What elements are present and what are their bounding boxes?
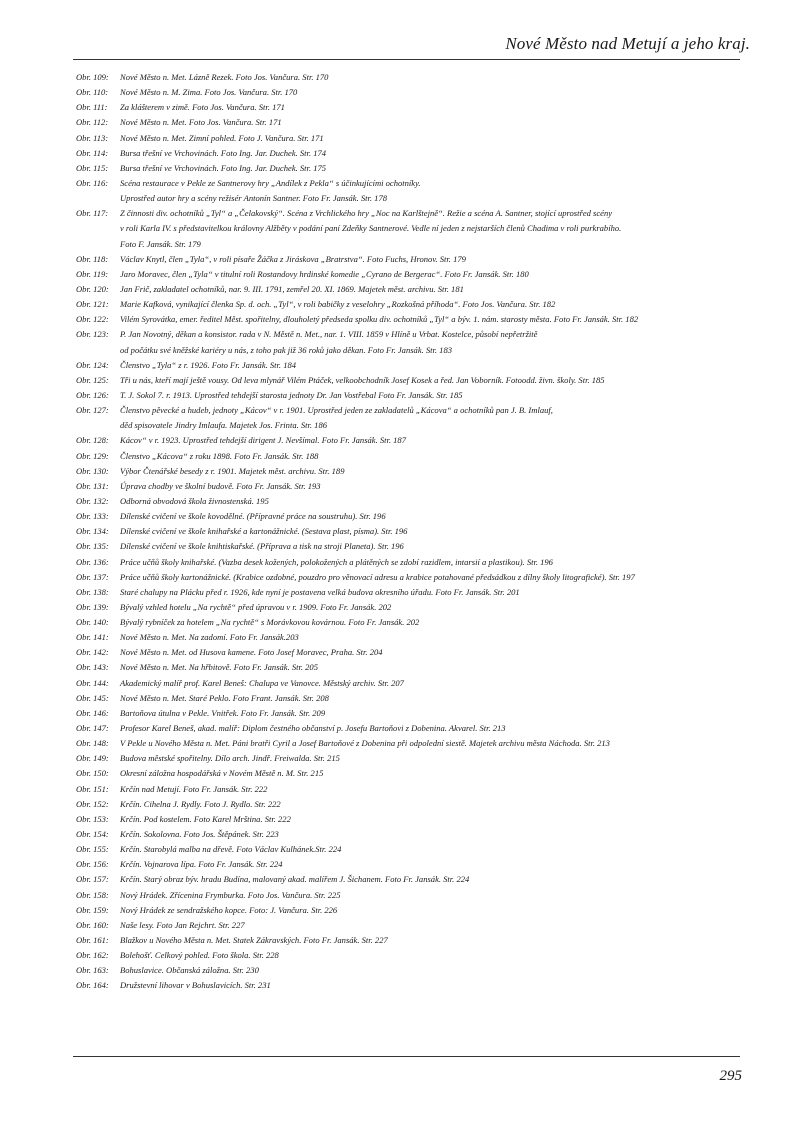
figure-number: Obr. 145:: [76, 692, 109, 703]
caption-list: [76, 70, 756, 994]
figure-number: Obr. 116:: [76, 177, 109, 188]
caption-line: Nové Město n. Met. Na hřbitově. Foto Fr. Jansák. Str. 205: [120, 662, 318, 673]
caption-entry: [76, 782, 756, 797]
figure-number: Obr. 127:: [76, 405, 109, 416]
figure-number: Obr. 146:: [76, 707, 109, 718]
caption-line: Bohuslavice. Občanská záložna. Str. 230: [120, 965, 259, 976]
caption-entry: [76, 691, 756, 706]
caption-text: [120, 327, 756, 357]
figure-number: Obr. 149:: [76, 753, 109, 764]
figure-number: Obr. 148:: [76, 738, 109, 749]
caption-line: Krčín. Starý obraz býv. hradu Budína, malovaný akad. malířem J. Šichanem. Foto Fr. Jansák. Str. 224: [120, 874, 470, 885]
caption-text: [120, 782, 756, 797]
caption-text: [120, 918, 756, 933]
caption-line: Bývalý vzhled hotelu „Na rychtě“ před úpravou v r. 1909. Foto Fr. Jansák. 202: [120, 601, 392, 612]
caption-line: Budova městské spořitelny. Dílo arch. Jindř. Freiwalda. Str. 215: [120, 753, 340, 764]
caption-text: [120, 282, 756, 297]
caption-text: [120, 464, 756, 479]
caption-text: [120, 555, 756, 570]
figure-number: Obr. 124:: [76, 359, 109, 370]
caption-line: Úprava chodby ve školní budově. Foto Fr. Jansák. Str. 193: [120, 480, 321, 491]
caption-entry: [76, 373, 756, 388]
figure-number: Obr. 112:: [76, 117, 109, 128]
caption-text: [120, 252, 756, 267]
caption-text: [120, 539, 756, 554]
figure-number: Obr. 164:: [76, 980, 109, 991]
figure-number: Obr. 152:: [76, 798, 109, 809]
figure-number: Obr. 157:: [76, 874, 109, 885]
caption-text: [120, 509, 756, 524]
caption-line: Akademický malíř prof. Karel Beneš: Chalupa ve Vanovce. Městský archiv. Str. 207: [120, 677, 404, 688]
caption-entry: [76, 630, 756, 645]
caption-text: [120, 721, 756, 736]
caption-text: [120, 888, 756, 903]
caption-entry: [76, 161, 756, 176]
figure-number: Obr. 113:: [76, 132, 109, 143]
figure-number: Obr. 140:: [76, 617, 109, 628]
caption-entry: [76, 297, 756, 312]
caption-line: Dílenské cvičení ve škole knihtiskařské. (Příprava a tisk na stroji Planeta). Str. 196: [120, 541, 404, 552]
caption-line: Bursa třešní ve Vrchovinách. Foto Ing. Jar. Duchek. Str. 174: [120, 147, 327, 158]
figure-number: Obr. 160:: [76, 919, 109, 930]
caption-entry: [76, 282, 756, 297]
caption-entry: [76, 176, 756, 206]
caption-line: Bartoňova útulna v Pekle. Vnitřek. Foto Fr. Jansák. Str. 209: [120, 707, 326, 718]
caption-entry: [76, 70, 756, 85]
figure-number: Obr. 111:: [76, 102, 108, 113]
figure-number: Obr. 131:: [76, 480, 109, 491]
figure-number: Obr. 123:: [76, 329, 109, 340]
caption-line: Marie Kafková, vynikající členka Sp. d. och. „Tyl“, v roli babičky z veselohry „Rozkošná příhoda“. Foto Jos. Vančura. Str. 182: [120, 299, 556, 310]
figure-number: Obr. 109:: [76, 72, 109, 82]
caption-entry: [76, 131, 756, 146]
caption-line: Nové Město n. Met. Zimní pohled. Foto J. Vančura. Str. 171: [120, 132, 324, 143]
caption-line: Dílenské cvičení ve škole kovodělné. (Přípravné práce na soustruhu). Str. 196: [120, 511, 386, 522]
figure-number: Obr. 132:: [76, 495, 109, 506]
caption-entry: [76, 539, 756, 554]
caption-line: Nové Město n. Met. Foto Jos. Vančura. Str. 171: [120, 117, 282, 128]
caption-line: Krčín. Cihelna J. Rydly. Foto J. Rydlo. Str. 222: [120, 798, 281, 809]
caption-entry: [76, 494, 756, 509]
caption-entry: [76, 433, 756, 448]
caption-line: Nové Město n. Met. Na zadomí. Foto Fr. Jansák.203: [120, 632, 299, 643]
caption-entry: [76, 933, 756, 948]
figure-number: Obr. 137:: [76, 571, 109, 582]
caption-text: [120, 827, 756, 842]
caption-line: Staré chalupy na Plácku před r. 1926, kde nyní je postavena velká budova okresního úřadu. Foto Fr. Jansák. Str. 201: [120, 586, 520, 597]
figure-number: Obr. 156:: [76, 859, 109, 870]
caption-text: [120, 585, 756, 600]
caption-line: Jaro Moravec, člen „Tyla“ v titulní roli Rostandovy hrdinské komedie „Cyrano de Bergerac“. Foto Fr. Jansák. Str. 180: [120, 268, 529, 279]
caption-entry: [76, 751, 756, 766]
caption-entry: [76, 479, 756, 494]
figure-number: Obr. 153:: [76, 813, 109, 824]
caption-text: [120, 70, 756, 85]
caption-line: Profesor Karel Beneš, akad. malíř: Diplom čestného občanství p. Josefu Bartoňovi z Dobenina. Akvarel. Str. 213: [120, 723, 506, 734]
caption-entry: [76, 585, 756, 600]
caption-line: Z činnosti div. ochotníků „Tyl“ a „Čelakovský“. Scéna z Vrchlického hry „Noc na Karlštejně“. Režie a scéna A. Santner, stojící uprostřed scény: [120, 208, 613, 219]
caption-entry: [76, 903, 756, 918]
caption-line: Kácov“ v r. 1923. Uprostřed tehdejší dirigent J. Nevšímal. Foto Fr. Jansák. Str. 187: [120, 435, 406, 446]
figure-number: Obr. 144:: [76, 677, 109, 688]
caption-text: [120, 872, 756, 887]
caption-entry: [76, 388, 756, 403]
caption-entry: [76, 615, 756, 630]
caption-text: [120, 736, 756, 751]
figure-number: Obr. 115:: [76, 162, 109, 173]
caption-line: Krčín. Sokolovna. Foto Jos. Štěpánek. Str. 223: [120, 829, 279, 840]
caption-text: [120, 963, 756, 978]
page-number: 295: [719, 1068, 742, 1084]
figure-number: Obr. 135:: [76, 541, 109, 552]
figure-number: Obr. 155:: [76, 844, 109, 855]
caption-text: [120, 903, 756, 918]
caption-text: [120, 978, 756, 993]
caption-entry: [76, 252, 756, 267]
caption-line: Blažkov u Nového Města n. Met. Statek Zákravských. Foto Fr. Jansák. Str. 227: [120, 935, 388, 946]
caption-line: Krčín nad Metují. Foto Fr. Jansák. Str. 222: [120, 783, 268, 794]
caption-text: [120, 660, 756, 675]
figure-number: Obr. 125:: [76, 374, 109, 385]
caption-text: [120, 358, 756, 373]
caption-text: [120, 176, 756, 206]
caption-line: Foto F. Jansák. Str. 179: [120, 238, 201, 249]
figure-number: Obr. 139:: [76, 601, 109, 612]
figure-number: Obr. 154:: [76, 829, 109, 840]
caption-line: Nové Město n. Met. od Husova kamene. Foto Josef Moravec, Praha. Str. 204: [120, 647, 383, 658]
caption-entry: [76, 600, 756, 615]
caption-text: [120, 267, 756, 282]
caption-line: Práce učňů školy knihařské. (Vazba desek kožených, polokožených a plátěných se zdobí razidlem, intarsií a plastikou). Str. 196: [120, 556, 553, 567]
caption-line: Krčín. Pod kostelem. Foto Karel Mrština. Str. 222: [120, 813, 291, 824]
caption-line: Krčín. Starobylá malba na dřevě. Foto Václav Kulhánek.Str. 224: [120, 844, 342, 855]
figure-number: Obr. 128:: [76, 435, 109, 446]
caption-entry: [76, 918, 756, 933]
caption-text: [120, 388, 756, 403]
caption-line: Nový Hrádek. Zřícenina Frymburka. Foto Jos. Vančura. Str. 225: [120, 889, 341, 900]
header-rule: [73, 59, 740, 60]
caption-line: Členstvo „Kácova“ z roku 1898. Foto Fr. Jansák. Str. 188: [120, 450, 319, 461]
caption-entry: [76, 645, 756, 660]
caption-text: [120, 842, 756, 857]
caption-line: Výbor Čtenářské besedy z r. 1901. Majetek měst. archivu. Str. 189: [120, 465, 345, 476]
caption-entry: [76, 267, 756, 282]
caption-entry: [76, 827, 756, 842]
caption-entry: [76, 509, 756, 524]
caption-entry: [76, 872, 756, 887]
caption-text: [120, 494, 756, 509]
figure-number: Obr. 121:: [76, 299, 109, 310]
caption-text: [120, 433, 756, 448]
figure-number: Obr. 162:: [76, 950, 109, 961]
caption-line: P. Jan Novotný, děkan a konsistor. rada v N. Městě n. Met., nar. 1. VIII. 1859 v Hlíně u Vrbat. Kostelce, působí nepřetržitě: [120, 329, 538, 340]
caption-text: [120, 524, 756, 539]
figure-number: Obr. 120:: [76, 283, 109, 294]
caption-entry: [76, 206, 756, 251]
caption-entry: [76, 842, 756, 857]
caption-line: Scéna restaurace v Pekle ze Santnerovy hry „Andílek z Pekla“ s účinkujícími ochotníky.: [120, 177, 421, 188]
caption-entry: [76, 736, 756, 751]
caption-text: [120, 676, 756, 691]
figure-number: Obr. 130:: [76, 465, 109, 476]
caption-entry: [76, 524, 756, 539]
caption-text: [120, 100, 756, 115]
caption-line: Nové Město n. Met. Lázně Rezek. Foto Jos. Vančura. Str. 170: [120, 72, 329, 82]
caption-entry: [76, 403, 756, 433]
caption-text: [120, 751, 756, 766]
caption-entry: [76, 676, 756, 691]
caption-text: [120, 312, 756, 327]
figure-number: Obr. 163:: [76, 965, 109, 976]
figure-number: Obr. 136:: [76, 556, 109, 567]
caption-line: Okresní záložna hospodářská v Novém Městě n. M. Str. 215: [120, 768, 324, 779]
caption-entry: [76, 766, 756, 781]
caption-text: [120, 615, 756, 630]
page-header-title: Nové Město nad Metují a jeho kraj.: [505, 34, 750, 53]
caption-text: [120, 479, 756, 494]
figure-number: Obr. 158:: [76, 889, 109, 900]
caption-text: [120, 449, 756, 464]
caption-text: [120, 948, 756, 963]
caption-text: [120, 645, 756, 660]
caption-line: Dílenské cvičení ve škole knihařské a kartonážnické. (Sestava plast, písma). Str. 196: [120, 526, 408, 537]
caption-entry: [76, 721, 756, 736]
caption-line: v roli Karla IV. s představitelkou královny Alžběty v podání paní Zdeňky Santnerové. Vedle ní jeden z nejstarších členů Chadima v roli purkrabího.: [120, 223, 622, 234]
caption-entry: [76, 963, 756, 978]
figure-number: Obr. 134:: [76, 526, 109, 537]
caption-line: Družstevní lihovar v Bohuslavicích. Str. 231: [120, 980, 271, 991]
caption-line: T. J. Sokol 7. r. 1913. Uprostřed tehdejší starosta jednoty Dr. Jan Vostřebal Foto Fr. Jansák. Str. 185: [120, 389, 463, 400]
caption-entry: [76, 85, 756, 100]
figure-number: Obr. 147:: [76, 723, 109, 734]
caption-entry: [76, 706, 756, 721]
caption-entry: [76, 888, 756, 903]
caption-text: [120, 812, 756, 827]
figure-number: Obr. 110:: [76, 87, 109, 98]
figure-number: Obr. 122:: [76, 314, 109, 325]
caption-text: [120, 857, 756, 872]
caption-line: Za klášterem v zimě. Foto Jos. Vančura. Str. 171: [120, 102, 285, 113]
caption-text: [120, 297, 756, 312]
caption-text: [120, 797, 756, 812]
caption-line: Členstvo pěvecké a hudeb, jednoty „Kácov“ v r. 1901. Uprostřed jeden ze zakladatelů „Kácova“ a ochotníků pan J. B. Imlauf,: [120, 405, 553, 416]
caption-text: [120, 206, 756, 251]
caption-text: [120, 161, 756, 176]
caption-line: Bývalý rybníček za hotelem „Na rychtě“ s Morávkovou kovárnou. Foto Fr. Jansák. 202: [120, 617, 420, 628]
caption-entry: [76, 570, 756, 585]
figure-number: Obr. 161:: [76, 935, 109, 946]
figure-number: Obr. 119:: [76, 268, 109, 279]
caption-text: [120, 933, 756, 948]
caption-line: Vilém Syrovátka, emer. ředitel Měst. spořitelny, dlouholetý předseda spolku div. ochotníků „Tyl“ a býv. 1. nám. starosty města. Foto Fr. Jansák. Str. 182: [120, 314, 639, 325]
caption-line: Nové Město n. M. Zima. Foto Jos. Vančura. Str. 170: [120, 87, 298, 98]
caption-line: Krčín. Vojnarova lípa. Foto Fr. Jansák. Str. 224: [120, 859, 283, 870]
caption-line: Uprostřed autor hry a scény režisér Antonín Santner. Foto Fr. Jansák. Str. 178: [120, 193, 387, 204]
caption-text: [120, 146, 756, 161]
caption-entry: [76, 449, 756, 464]
caption-text: [120, 131, 756, 146]
caption-line: děd spisovatele Jindry Imlaufa. Majetek Jos. Frinta. Str. 186: [120, 420, 327, 431]
figure-number: Obr. 129:: [76, 450, 109, 461]
caption-line: Nový Hrádek ze sendražského kopce. Foto: J. Vančura. Str. 226: [120, 904, 338, 915]
figure-number: Obr. 114:: [76, 147, 109, 158]
caption-line: Jan Frič, zakladatel ochotníků, nar. 9. III. 1791, zemřel 20. XI. 1869. Majetek měst. archivu. Str. 181: [120, 283, 464, 294]
caption-entry: [76, 812, 756, 827]
caption-line: Bursa třešní ve Vrchovinách. Foto Ing. Jar. Duchek. Str. 175: [120, 162, 327, 173]
figure-number: Obr. 159:: [76, 904, 109, 915]
caption-line: od počátku své kněžské kariéry u nás, z toho pak již 36 roků jako děkan. Foto Fr. Jansák. Str. 183: [120, 344, 453, 355]
caption-text: [120, 115, 756, 130]
figure-number: Obr. 126:: [76, 389, 109, 400]
caption-entry: [76, 100, 756, 115]
caption-text: [120, 85, 756, 100]
caption-line: Odborná obvodová škola živnostenská. 195: [120, 495, 269, 506]
figure-number: Obr. 143:: [76, 662, 109, 673]
caption-entry: [76, 948, 756, 963]
figure-number: Obr. 142:: [76, 647, 109, 658]
caption-text: [120, 766, 756, 781]
caption-line: Členstvo „Tyla“ z r. 1926. Foto Fr. Jansák. Str. 184: [120, 359, 297, 370]
caption-text: [120, 706, 756, 721]
figure-number: Obr. 118:: [76, 253, 109, 264]
figure-number: Obr. 141:: [76, 632, 109, 643]
figure-number: Obr. 150:: [76, 768, 109, 779]
caption-entry: [76, 312, 756, 327]
caption-line: Bolehošť. Celkový pohled. Foto škola. Str. 228: [120, 950, 279, 961]
caption-text: [120, 600, 756, 615]
figure-number: Obr. 151:: [76, 783, 109, 794]
caption-line: Nové Město n. Met. Staré Peklo. Foto Frant. Jansák. Str. 208: [120, 692, 329, 703]
caption-line: Václav Knytl, člen „Tyla“, v roli písaře Žáčka z Jiráskova „Bratrstva“. Foto Fuchs, Hronov. Str. 179: [120, 253, 466, 264]
figure-number: Obr. 138:: [76, 586, 109, 597]
caption-entry: [76, 797, 756, 812]
caption-text: [120, 630, 756, 645]
caption-entry: [76, 978, 756, 993]
figure-number: Obr. 117:: [76, 208, 109, 219]
caption-text: [120, 570, 756, 585]
caption-entry: [76, 857, 756, 872]
caption-entry: [76, 660, 756, 675]
caption-line: Naše lesy. Foto Jan Rejchrt. Str. 227: [120, 919, 245, 930]
caption-text: [120, 373, 756, 388]
caption-line: V Pekle u Nového Města n. Met. Páni bratři Cyril a Josef Bartoňové z Dobenina při odpolední siestě. Majetek archivu města Náchoda. Str. 213: [120, 738, 610, 749]
footer-rule: [73, 1056, 740, 1057]
figure-number: Obr. 133:: [76, 511, 109, 522]
caption-entry: [76, 358, 756, 373]
caption-line: Tři u nás, kteří mají ještě vousy. Od leva mlynář Vilém Ptáček, velkoobchodník Josef Kosek a řed. Jan Voborník. Fotoodd. živn. školy. Str. 185: [120, 374, 605, 385]
caption-entry: [76, 464, 756, 479]
caption-line: Práce učňů školy kartonážnické. (Krabice ozdobné, pouzdro pro věnovací adresu a krabice potahované předsádkou z dílny školy litografické). Str. 197: [120, 571, 635, 582]
caption-text: [120, 403, 756, 433]
caption-entry: [76, 115, 756, 130]
caption-entry: [76, 146, 756, 161]
caption-entry: [76, 555, 756, 570]
caption-entry: [76, 327, 756, 357]
caption-text: [120, 691, 756, 706]
